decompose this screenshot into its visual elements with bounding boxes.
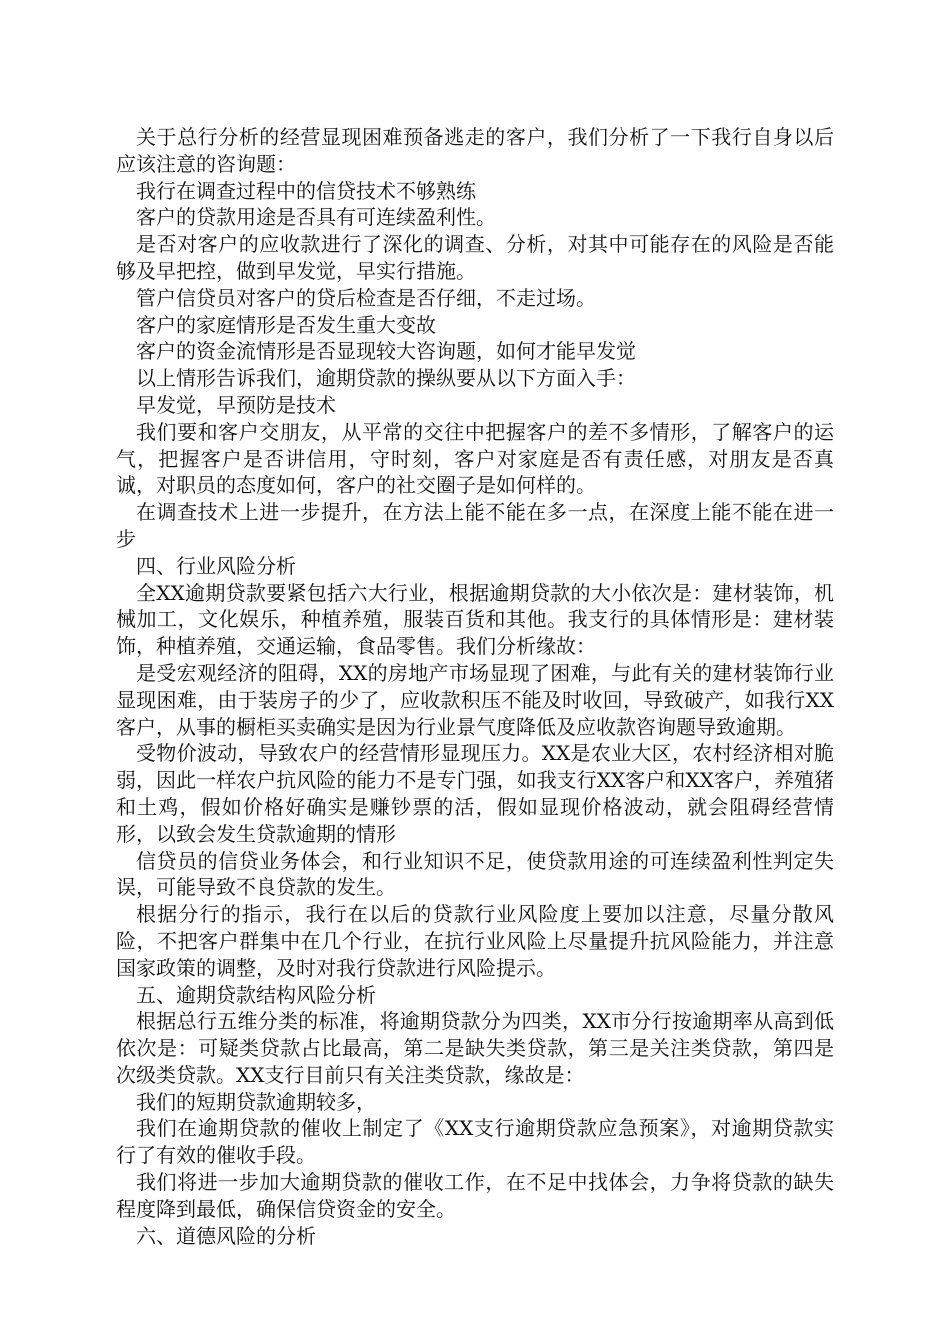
section-heading-industry-risk: 四、行业风险分析 [136, 553, 296, 578]
section-heading-loan-structure-risk: 五、逾期贷款结构风险分析 [136, 982, 376, 1007]
paragraph-item: 我们将进一步加大逾期贷款的催收工作，在不足中找体会，力争将贷款的缺失程度降到最低，确保信贷资金的安全。 [116, 1170, 834, 1221]
paragraph-item: 我们在逾期贷款的催收上制定了《XX支行逾期贷款应急预案》，对逾期贷款实行了有效的催收手段。 [116, 1116, 834, 1168]
document-body [116, 124, 834, 1249]
paragraph-item: 信贷员的信贷业务体会，和行业知识不足，使贷款用途的可连续盈利性判定失误，可能导致不良贷款的发生。 [116, 848, 834, 900]
paragraph-item: 客户的资金流情形是否显现较大咨询题，如何才能早发觉 [136, 339, 636, 364]
paragraph-item: 我们的短期贷款逾期较多， [136, 1089, 376, 1114]
paragraph-item: 早发觉，早预防是技术 [136, 392, 336, 417]
paragraph-item: 管户信贷员对客户的贷后检查是否仔细，不走过场。 [136, 285, 596, 310]
paragraph-item: 是受宏观经济的阻碍，XX的房地产市场显现了困难，与此有关的建材装饰行业显现困难，由于装房子的少了，应收款积压不能及时收回，导致破产，如我行XX客户，从事的橱柜买卖确实是因为行业景气度降低及应收款咨询题导致逾期。 [116, 660, 834, 739]
section-heading-moral-risk: 六、道德风险的分析 [136, 1223, 316, 1248]
paragraph-item: 根据总行五维分类的标准，将逾期贷款分为四类，XX市分行按逾期率从高到低依次是：可疑类贷款占比最高，第二是缺失类贷款，第三是关注类贷款，第四是次级类贷款。XX支行目前只有关注类贷款，缘故是： [116, 1009, 834, 1087]
paragraph-item: 根据分行的指示，我行在以后的贷款行业风险度上要加以注意，尽量分散风险，不把客户群集中在几个行业，在抗行业风险上尽量提升抗风险能力，并注意国家政策的调整，及时对我行贷款进行风险提示。 [116, 902, 834, 980]
paragraph-item: 我们要和客户交朋友，从平常的交往中把握客户的差不多情形，了解客户的运气，把握客户是否讲信用，守时刻，客户对家庭是否有责任感，对朋友是否真诚，对职员的态度如何，客户的社交圈子是如何样的。 [116, 419, 834, 498]
paragraph-item: 我行在调查过程中的信贷技术不够熟练 [136, 178, 476, 203]
paragraph-item: 客户的贷款用途是否具有可连续盈利性。 [136, 205, 496, 230]
paragraph-item: 在调查技术上进一步提升，在方法上能不能在多一点，在深度上能不能在进一步 [116, 500, 834, 551]
paragraph-item: 受物价波动，导致农户的经营情形显现压力。XX是农业大区，农村经济相对脆弱，因此一样农户抗风险的能力不是专门强，如我支行XX客户和XX客户，养殖猪和土鸡，假如价格好确实是赚钞票的活，假如显现价格波动，就会阻碍经营情形，以致会发生贷款逾期的情形 [116, 741, 834, 846]
paragraph-intro: 关于总行分析的经营显现困难预备逃走的客户，我们分析了一下我行自身以后应该注意的咨询题： [116, 125, 834, 176]
paragraph-item: 客户的家庭情形是否发生重大变故 [136, 312, 436, 337]
paragraph-summary: 以上情形告诉我们，逾期贷款的操纵要从以下方面入手： [136, 366, 636, 391]
paragraph-item: 是否对客户的应收款进行了深化的调查、分析，对其中可能存在的风险是否能够及早把控，做到早发觉，早实行措施。 [116, 232, 834, 283]
paragraph-item: 全XX逾期贷款要紧包括六大行业，根据逾期贷款的大小依次是：建材装饰，机械加工，文化娱乐，种植养殖，服装百货和其他。我支行的具体情形是：建材装饰，种植养殖，交通运输，食品零售。我们分析缘故： [116, 580, 834, 659]
